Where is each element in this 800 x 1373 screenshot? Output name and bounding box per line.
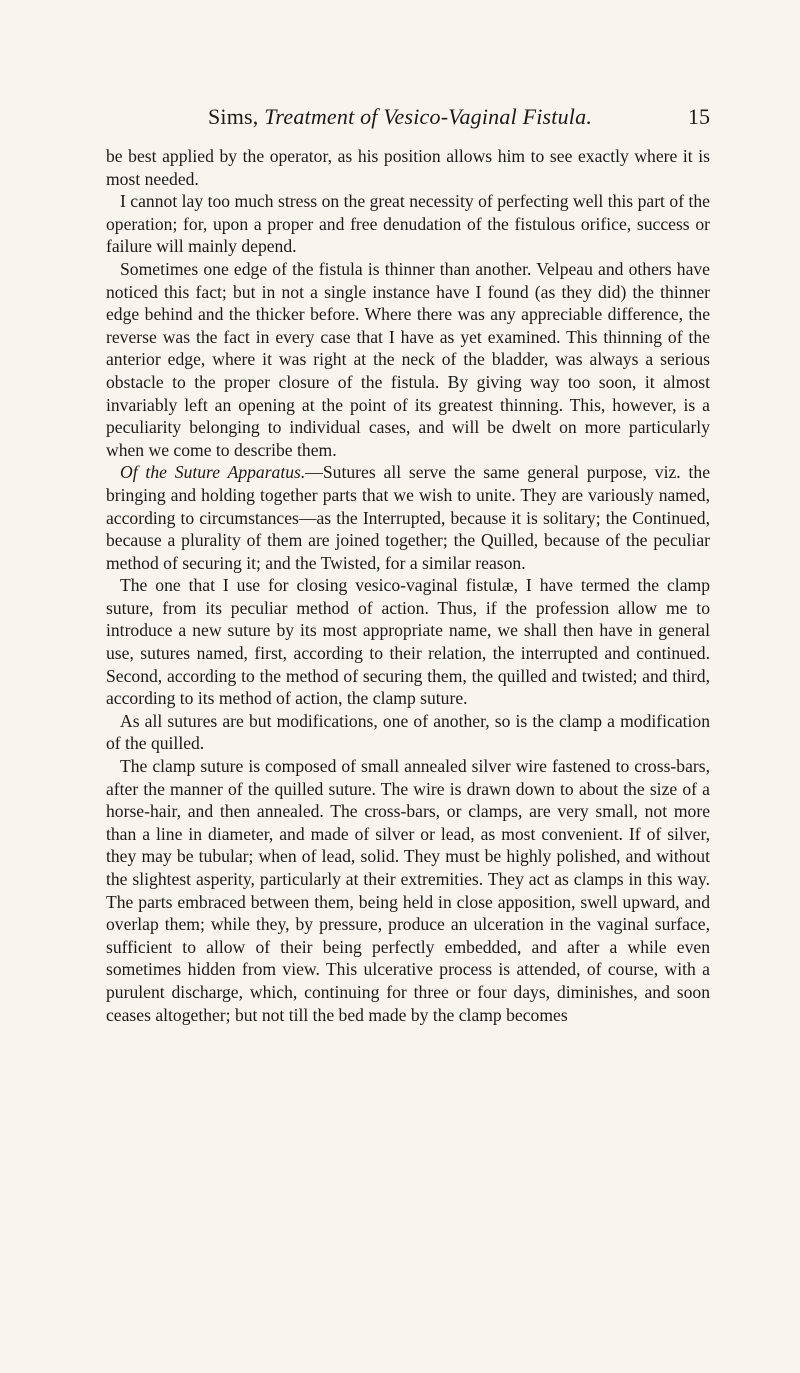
running-header: [0, 104, 800, 132]
page-number: 15: [688, 104, 710, 129]
header-work-title: Treatment of Vesico-Vaginal Fistula.: [264, 104, 593, 129]
body-text: [106, 145, 710, 1026]
paragraph: The one that I use for closing vesico-vaginal fistulæ, I have termed the clamp suture, from its peculiar method of action. Thus, if the profession allow me to introduce a new suture by its most appropriate name, we shall then have in general use, sutures named, first, according to their relation, the interrupted and continued. Second, according to the method of securing them, the quilled and twisted; and third, according to its method of action, the clamp suture.: [106, 575, 710, 709]
section-heading: Of the Suture Apparatus.: [120, 462, 306, 483]
header-author: Sims,: [207, 104, 259, 129]
header-title: [208, 104, 592, 129]
paragraph: [106, 461, 710, 574]
paragraph: As all sutures are but modifications, one of another, so is the clamp a modification of the quilled.: [106, 710, 710, 754]
paragraph: I cannot lay too much stress on the great necessity of perfecting well this part of the operation; for, upon a proper and free denudation of the fistulous orifice, success or failure will mainly depend.: [106, 191, 710, 257]
paragraph: be best applied by the operator, as his position allows him to see exactly where it is most needed.: [106, 146, 710, 189]
paragraph-text: —Sutures all serve the same general purpose, viz. the bringing and holding together parts that we wish to unite. They are variously named, according to circumstances—as the Interrupted, because it is solitary; the Continued, because a plurality of them are joined together; the Quilled, because of the peculiar method of securing it; and the Twisted, for a similar reason.: [106, 462, 710, 573]
paragraph: Sometimes one edge of the fistula is thinner than another. Velpeau and others have noticed this fact; but in not a single instance have I found (as they did) the thinner edge behind and the thicker before. Where there was any appreciable difference, the reverse was the fact in every case that I have as yet examined. This thinning of the anterior edge, where it was right at the neck of the bladder, was always a serious obstacle to the proper closure of the fistula. By giving way too soon, it almost invariably left an opening at the point of its greatest thinning. This, however, is a peculiarity belonging to individual cases, and will be dwelt on more particularly when we come to describe them.: [106, 258, 710, 460]
paragraph: The clamp suture is composed of small annealed silver wire fastened to cross-bars, after the manner of the quilled suture. The wire is drawn down to about the size of a horse-hair, and then annealed. The cross-bars, or clamps, are very small, not more than a line in diameter, and made of silver or lead, as most convenient. If of silver, they may be tubular; when of lead, solid. They must be highly polished, and without the slightest asperity, particularly at their extremities. They act as clamps in this way. The parts embraced between them, being held in close apposition, swell upward, and overlap them; while they, by pressure, produce an ulceration in the vaginal surface, sufficient to allow of their being perfectly embedded, and after a while even sometimes hidden from view. This ulcerative process is attended, of course, with a purulent discharge, which, continuing for three or four days, diminishes, and soon ceases altogether; but not till the bed made by the clamp becomes: [106, 756, 710, 1025]
